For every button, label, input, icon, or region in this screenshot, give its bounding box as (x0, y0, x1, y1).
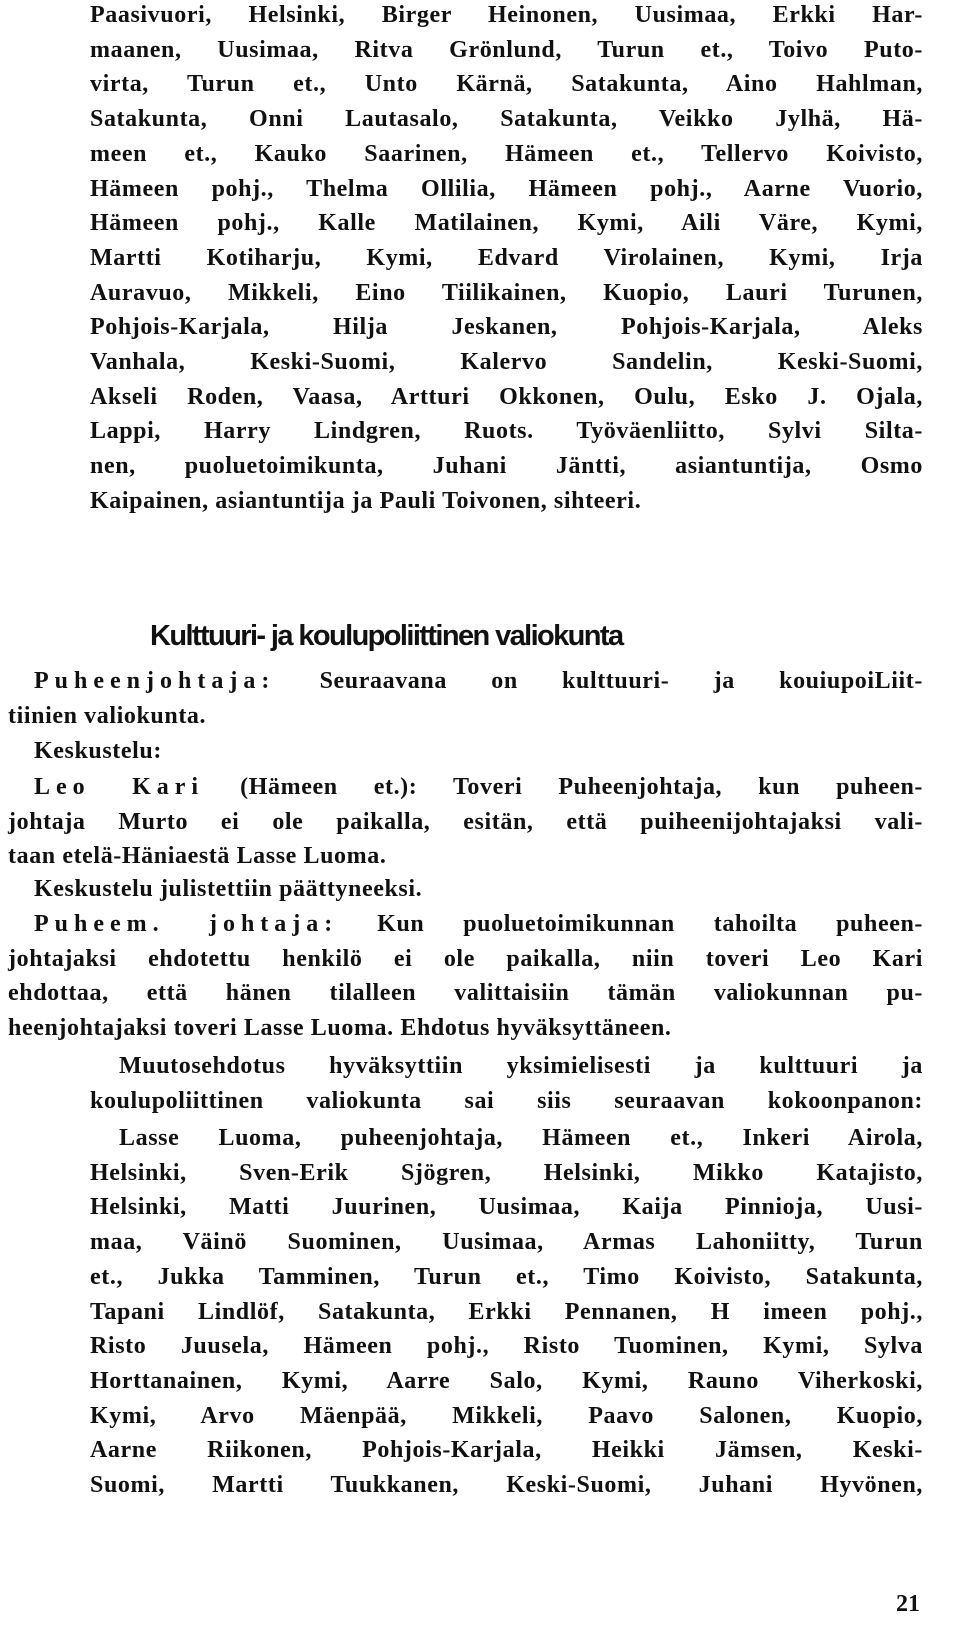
text-line: Aarne Riikonen, Pohjois-Karjala, Heikki Jämsen, Keski- (90, 1437, 923, 1464)
discussion-note (34, 734, 923, 769)
text-line: ehdottaa, että hänen tilalleen valittaisiin tämän valiokunnan pu- (8, 980, 923, 1007)
text-line (8, 770, 923, 805)
speaker-label: Leo Kari (34, 774, 205, 800)
speaker-label: Puheenjohtaja: (34, 668, 276, 694)
text-line: Kaipainen, asiantuntija ja Pauli Toivonen, sihteeri. (90, 487, 642, 514)
text-line: Keskustelu: (34, 738, 162, 764)
text-line: et., Jukka Tamminen, Turun et., Timo Koivisto, Satakunta, (90, 1263, 923, 1290)
text-line: meen et., Kauko Saarinen, Hämeen et., Tellervo Koivisto, (90, 140, 923, 167)
chair-proposal-paragraph (8, 907, 923, 1046)
text-line: Paasivuori, Helsinki, Birger Heinonen, Uusimaa, Erkki Har- (90, 2, 923, 28)
member-list-paragraph (90, 0, 923, 519)
text-line: Akseli Roden, Vaasa, Artturi Okkonen, Oulu, Esko J. Ojala, (90, 383, 923, 410)
text-line: heenjohtajaksi toveri Lasse Luoma. Ehdotus hyväksyttäneen. (8, 1015, 672, 1042)
text-line: maa, Väinö Suominen, Uusimaa, Armas Lahoniitty, Turun (90, 1229, 923, 1256)
text-line: Hämeen pohj., Kalle Matilainen, Kymi, Aili Väre, Kymi, (90, 210, 923, 237)
text-line: johtajaksi ehdotettu henkilö ei ole paikalla, niin toveri Leo Kari (8, 945, 923, 972)
text-line: Risto Juusela, Hämeen pohj., Risto Tuominen, Kymi, Sylva (90, 1333, 923, 1360)
text-line (8, 907, 923, 942)
speech-text: (Hämeen et.): Toveri Puheenjohtaja, kun puheen- (240, 774, 923, 800)
text-line: maanen, Uusimaa, Ritva Grönlund, Turun et., Toivo Puto- (90, 36, 923, 63)
speech-text: Kun puoluetoimikunnan tahoilta puheen- (377, 911, 923, 937)
text-line: Vanhala, Keski-Suomi, Kalervo Sandelin, Keski-Suomi, (90, 349, 923, 376)
committee-members-paragraph (90, 1121, 923, 1503)
text-line: Suomi, Martti Tuukkanen, Keski-Suomi, Juhani Hyvönen, (90, 1472, 923, 1499)
text-line: Martti Kotiharju, Kymi, Edvard Virolainen, Kymi, Irja (90, 244, 923, 271)
speaker-label: Puheem. johtaja: (34, 911, 339, 937)
text-line: Lappi, Harry Lindgren, Ruots. Työväenliitto, Sylvi Silta- (90, 418, 923, 445)
text-line: Helsinki, Sven-Erik Sjögren, Helsinki, Mikko Katajisto, (90, 1159, 923, 1186)
text-line: koulupoliittinen valiokunta sai siis seuraavan kokoonpanon: (90, 1087, 923, 1114)
text-line: Keskustelu julistettiin päättyneeksi. (34, 876, 423, 902)
text-line: Kymi, Arvo Mäenpää, Mikkeli, Paavo Salonen, Kuopio, (90, 1402, 923, 1429)
text-line: Horttanainen, Kymi, Aarre Salo, Kymi, Rauno Viherkoski, (90, 1367, 923, 1394)
text-line: tiinien valiokunta. (8, 702, 207, 729)
text-line: Helsinki, Matti Juurinen, Uusimaa, Kaija Pinnioja, Uusi- (90, 1194, 923, 1221)
text-line: Lasse Luoma, puheenjohtaja, Hämeen et., Inkeri Airola, (119, 1125, 923, 1151)
text-line: Pohjois-Karjala, Hilja Jeskanen, Pohjois-Karjala, Aleks (90, 314, 923, 341)
discussion-closed-note (34, 872, 923, 907)
text-line: Auravuo, Mikkeli, Eino Tiilikainen, Kuopio, Lauri Turunen, (90, 279, 923, 306)
amendment-paragraph (90, 1049, 923, 1118)
text-line: virta, Turun et., Unto Kärnä, Satakunta, Aino Hahlman, (90, 71, 923, 98)
speech-paragraph (8, 770, 923, 874)
section-heading: Kulttuuri- ja koulupoliittinen valiokunta (150, 620, 623, 652)
speech-text: Seuraavana on kulttuuri- ja kouiupoiLiit- (319, 668, 923, 694)
text-line: nen, puoluetoimikunta, Juhani Jäntti, asiantuntija, Osmo (90, 453, 923, 480)
chair-paragraph (8, 664, 923, 733)
text-line: taan etelä-Häniaestä Lasse Luoma. (8, 843, 387, 870)
text-line: Hämeen pohj., Thelma Ollilia, Hämeen pohj., Aarne Vuorio, (90, 175, 923, 202)
text-line: johtaja Murto ei ole paikalla, esitän, että puiheenijohtajaksi vali- (8, 808, 923, 835)
text-line: Muutosehdotus hyväksyttiin yksimielisesti ja kulttuuri ja (119, 1053, 923, 1079)
text-line: Satakunta, Onni Lautasalo, Satakunta, Veikko Jylhä, Hä- (90, 106, 923, 133)
text-line: Tapani Lindlöf, Satakunta, Erkki Pennanen, H imeen pohj., (90, 1298, 923, 1325)
text-line (34, 664, 923, 699)
page-number: 21 (896, 1591, 920, 1617)
